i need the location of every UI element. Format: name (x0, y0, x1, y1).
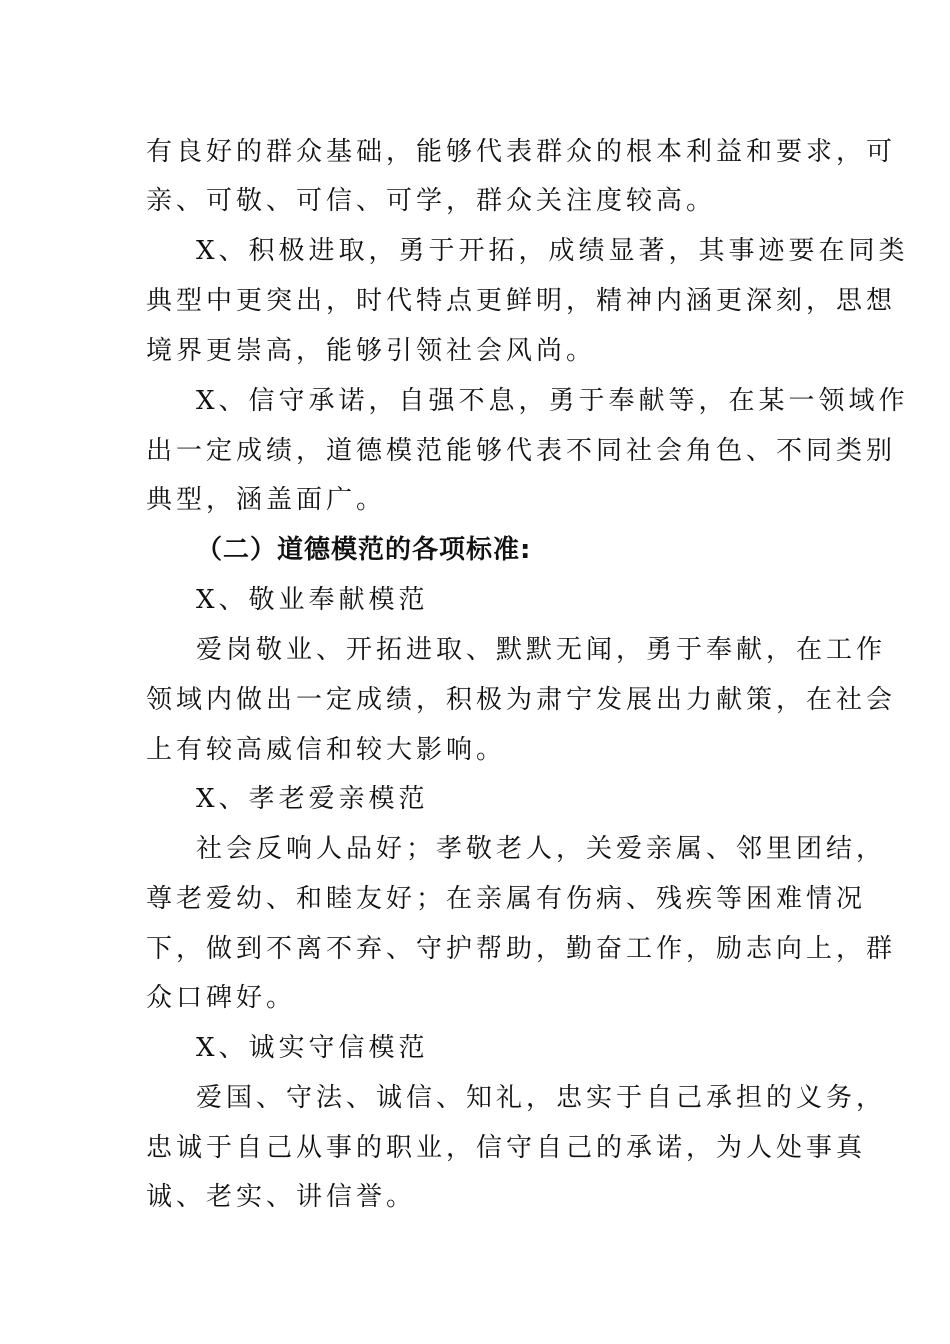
text-line: 亲、可敬、可信、可学，群众关注度较高。 (146, 186, 717, 216)
text-line: 有良好的群众基础，能够代表群众的根本利益和要求，可 (146, 137, 897, 167)
text-line: 上有较高威信和较大影响。 (146, 735, 507, 765)
text-line: X、积极进取，勇于开拓，成绩显著，其事迹要在同类 (196, 236, 909, 266)
text-line: 典型，涵盖面广。 (146, 485, 387, 515)
text-line: 社会反响人品好；孝敬老人，关爱亲属、邻里团结， (196, 834, 887, 864)
text-line: 爱国、守法、诚信、知礼，忠实于自己承担的义务， (196, 1083, 887, 1113)
section-heading: （二）道德模范的各项标准: (196, 535, 532, 565)
subsection-title: X、敬业奉献模范 (196, 585, 429, 615)
text-line: 领域内做出一定成绩，积极为肃宁发展出力献策，在社会 (146, 685, 897, 715)
text-line: 下，做到不离不弃、守护帮助，勤奋工作，励志向上，群 (146, 934, 897, 964)
text-line: 诚、老实、讲信誉。 (146, 1182, 417, 1212)
subsection-title: X、孝老爱亲模范 (196, 784, 429, 814)
text-line: 境界更崇高，能够引领社会风尚。 (146, 336, 597, 366)
subsection-title: X、诚实守信模范 (196, 1033, 429, 1063)
text-line: 爱岗敬业、开拓进取、默默无闻，勇于奉献，在工作 (196, 635, 887, 665)
text-line: 尊老爱幼、和睦友好；在亲属有伤病、残疾等困难情况 (146, 884, 867, 914)
text-line: 忠诚于自己从事的职业，信守自己的承诺，为人处事真 (146, 1133, 867, 1163)
text-line: 众口碑好。 (146, 983, 297, 1013)
text-line: 典型中更突出，时代特点更鲜明，精神内涵更深刻，思想 (146, 286, 897, 316)
text-line: 出一定成绩，道德模范能够代表不同社会角色、不同类别 (146, 436, 897, 466)
text-line: X、信守承诺，自强不息，勇于奉献等，在某一领域作 (196, 386, 909, 416)
